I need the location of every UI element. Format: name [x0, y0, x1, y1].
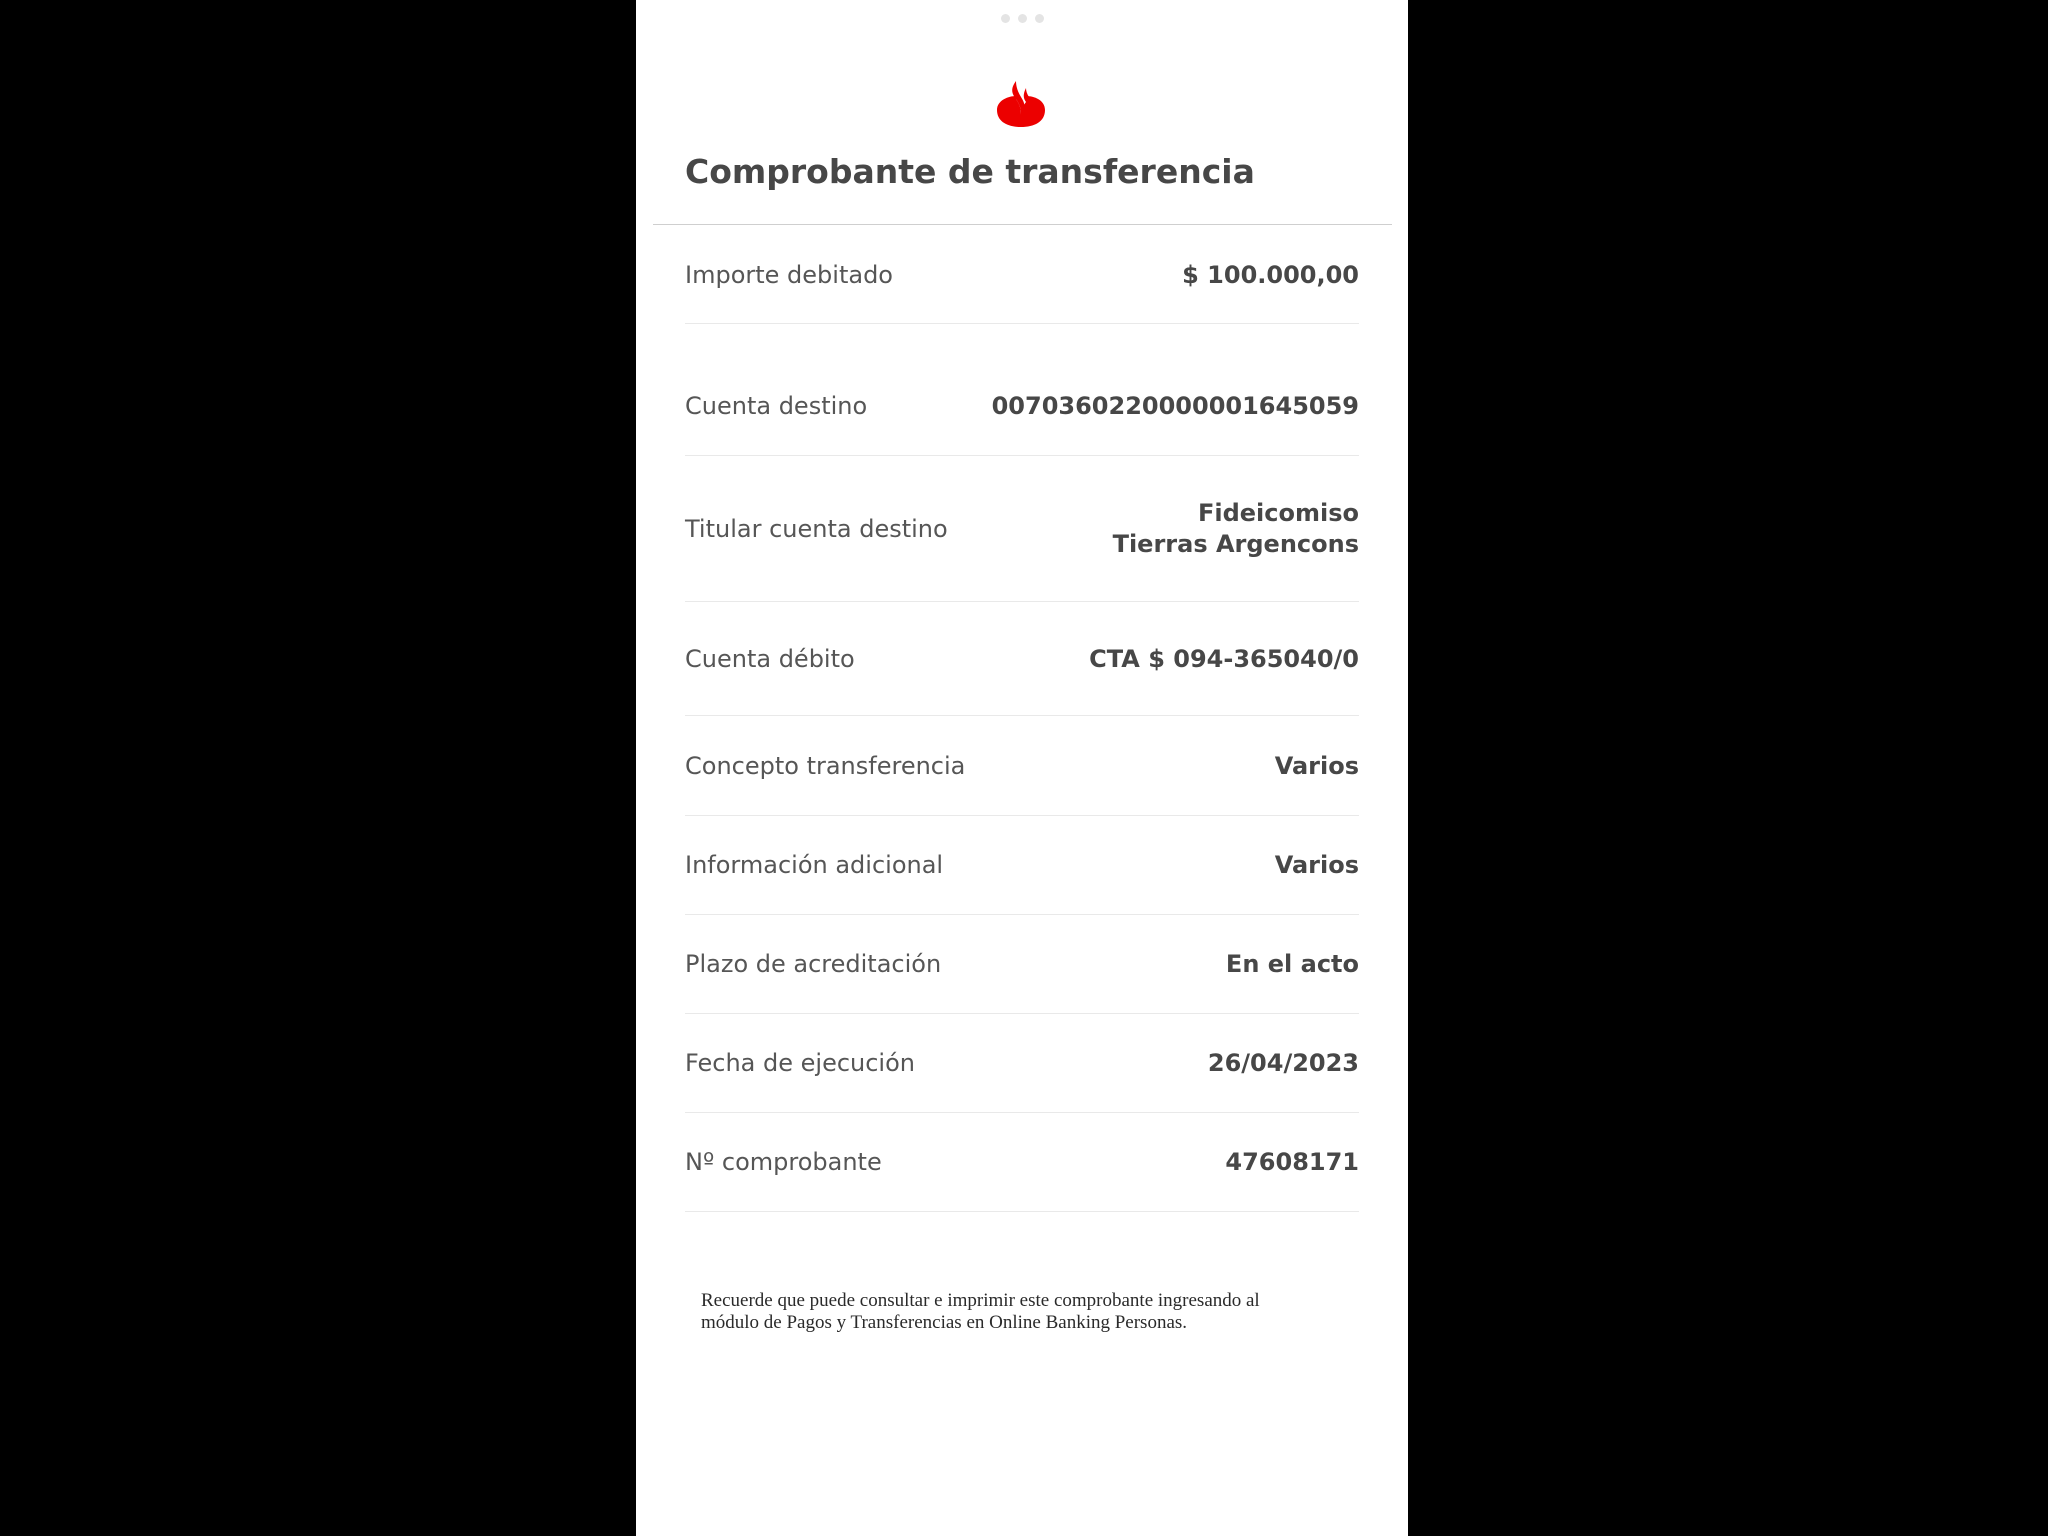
row-value-line: Tierras Argencons	[1112, 529, 1359, 558]
row-label: Importe debitado	[685, 260, 893, 289]
row-value: CTA $ 094-365040/0	[1089, 644, 1359, 673]
dot	[1001, 14, 1010, 23]
row-value: Varios	[1274, 851, 1359, 879]
row-value: 26/04/2023	[1207, 1049, 1359, 1077]
row-label: Fecha de ejecución	[685, 1049, 915, 1077]
row-label: Concepto transferencia	[685, 751, 966, 780]
page-title: Comprobante de transferencia	[685, 152, 1255, 191]
row-importe-debitado	[685, 226, 1359, 324]
more-options-icon[interactable]	[636, 14, 1408, 24]
row-cuenta-destino	[685, 356, 1359, 456]
row-label: Cuenta destino	[685, 391, 868, 420]
row-numero-comprobante	[685, 1113, 1359, 1212]
row-value	[1113, 498, 1359, 560]
row-titular-cuenta-destino	[685, 456, 1359, 602]
row-cuenta-debito	[685, 602, 1359, 716]
row-value: En el acto	[1225, 950, 1359, 978]
santander-flame-icon	[996, 80, 1046, 128]
row-plazo-de-acreditacion	[685, 915, 1359, 1014]
row-label: Plazo de acreditación	[685, 950, 942, 978]
dot	[1018, 14, 1027, 23]
row-value-line: Fideicomiso	[1197, 498, 1359, 527]
title-divider	[653, 224, 1392, 225]
row-value: 0070360220000001645059	[991, 391, 1359, 420]
receipt-panel	[636, 0, 1408, 1536]
row-value: 47608171	[1225, 1148, 1359, 1176]
row-label: Cuenta débito	[685, 644, 855, 673]
row-label: Titular cuenta destino	[685, 514, 948, 543]
row-fecha-de-ejecucion	[685, 1014, 1359, 1113]
row-label: Información adicional	[685, 851, 944, 879]
row-value: Varios	[1274, 751, 1359, 780]
footer-note: Recuerde que puede consultar e imprimir este comprobante ingresando al módulo de Pagos y Transferencias en Online Banking Personas.	[701, 1290, 1260, 1333]
row-value: $ 100.000,00	[1182, 260, 1359, 289]
dot	[1035, 14, 1044, 23]
row-concepto-transferencia	[685, 716, 1359, 816]
row-label: Nº comprobante	[685, 1148, 882, 1176]
row-informacion-adicional	[685, 816, 1359, 915]
